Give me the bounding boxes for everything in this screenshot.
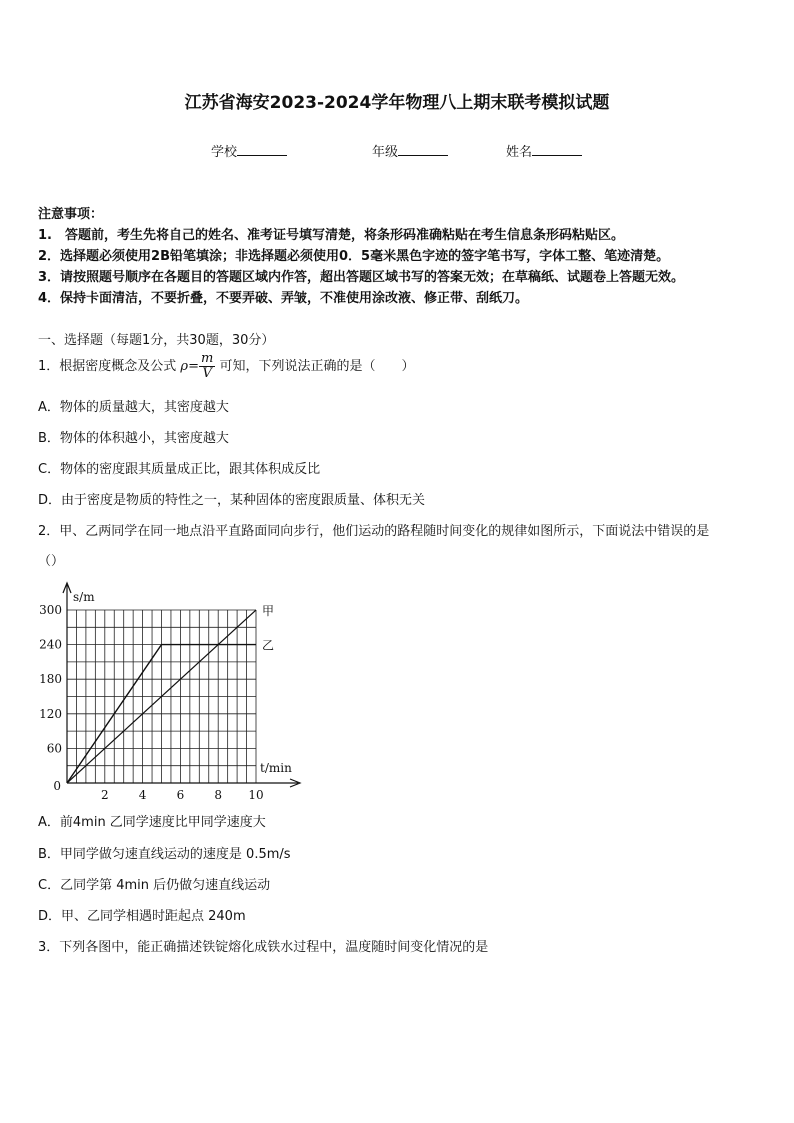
page-title: 江苏省海安2023-2024学年物理八上期末联考模拟试题 <box>184 93 610 113</box>
y-tick-label: 120 <box>39 706 62 721</box>
q2-option-d: D．甲、乙同学相遇时距起点 240m <box>38 909 246 924</box>
name-field[interactable] <box>506 141 582 160</box>
grade-field[interactable] <box>372 141 448 160</box>
school-field[interactable] <box>211 141 287 160</box>
notes-heading: 注意事项： <box>38 207 104 222</box>
y-tick-label: 240 <box>39 637 62 652</box>
x-tick-label: 4 <box>138 788 147 800</box>
series-label-2: 乙 <box>262 638 275 653</box>
x-tick-label: 6 <box>176 788 185 800</box>
notes-item-4: 4．保持卡面清洁，不要折叠，不要弄破、弄皱，不准使用涂改液、修正带、刮纸刀。 <box>38 291 529 306</box>
name-blank[interactable] <box>532 143 582 156</box>
series-label-1: 甲 <box>262 604 275 618</box>
q1-prefix: 1．根据密度概念及公式 <box>38 359 177 374</box>
q2-option-a: A．前4min 乙同学速度比甲同学速度大 <box>38 815 266 830</box>
y-tick-label: 180 <box>39 672 62 687</box>
question-1 <box>38 352 414 381</box>
q1-option-d: D．由于密度是物质的特性之一，某种固体的密度跟质量、体积无关 <box>38 493 426 508</box>
x-tick-label: 10 <box>248 788 264 800</box>
name-label: 姓名 <box>506 145 533 160</box>
distance-time-chart <box>30 575 315 800</box>
q1-option-b: B．物体的体积越小，其密度越大 <box>38 431 229 446</box>
equals-sign: = <box>188 359 199 374</box>
question-2-line-2: （） <box>38 554 65 569</box>
school-blank[interactable] <box>237 143 287 156</box>
formula-numerator: m <box>200 351 214 366</box>
y-tick-label: 300 <box>39 603 62 617</box>
notes-item-2: 2．选择题必须使用2B铅笔填涂；非选择题必须使用0．5毫米黑色字迹的签字笔书写，字体工整、笔迹清楚。 <box>38 249 670 264</box>
notes-item-1: 1. 答题前，考生先将自己的姓名、准考证号填写清楚，将条形码准确粘贴在考生信息条形码粘贴区。 <box>38 228 624 243</box>
section-heading: 一、选择题（每题1分，共30题，30分） <box>38 333 275 348</box>
q1-option-c: C．物体的密度跟其质量成正比，跟其体积成反比 <box>38 462 321 477</box>
density-symbol: ρ <box>180 359 189 374</box>
grade-label: 年级 <box>372 145 399 160</box>
school-label: 学校 <box>211 145 238 160</box>
question-2-line-1: 2．甲、乙两同学在同一地点沿平直路面同向步行，他们运动的路程随时间变化的规律如图所示，下面说法中错误的是 <box>38 524 710 539</box>
x-tick-label: 2 <box>100 788 109 800</box>
y-axis-label: s/m <box>73 590 95 604</box>
q1-suffix: 可知，下列说法正确的是（ ） <box>219 359 415 374</box>
notes-item-3: 3．请按照题号顺序在各题目的答题区域内作答，超出答题区域书写的答案无效；在草稿纸、试题卷上答题无效。 <box>38 270 685 285</box>
density-formula <box>199 352 215 381</box>
question-3: 3．下列各图中，能正确描述铁锭熔化成铁水过程中，温度随时间变化情况的是 <box>38 940 489 955</box>
y-tick-label: 60 <box>46 741 62 756</box>
q2-option-c: C．乙同学第 4min 后仍做匀速直线运动 <box>38 878 271 893</box>
grade-blank[interactable] <box>398 143 448 156</box>
q2-option-b: B．甲同学做匀速直线运动的速度是 0.5m/s <box>38 847 291 862</box>
x-tick-label: 8 <box>214 788 223 800</box>
origin-label: 0 <box>53 779 61 793</box>
x-axis-label: t/min <box>260 761 292 775</box>
formula-denominator: V <box>202 366 212 381</box>
q1-option-a: A．物体的质量越大，其密度越大 <box>38 400 229 415</box>
